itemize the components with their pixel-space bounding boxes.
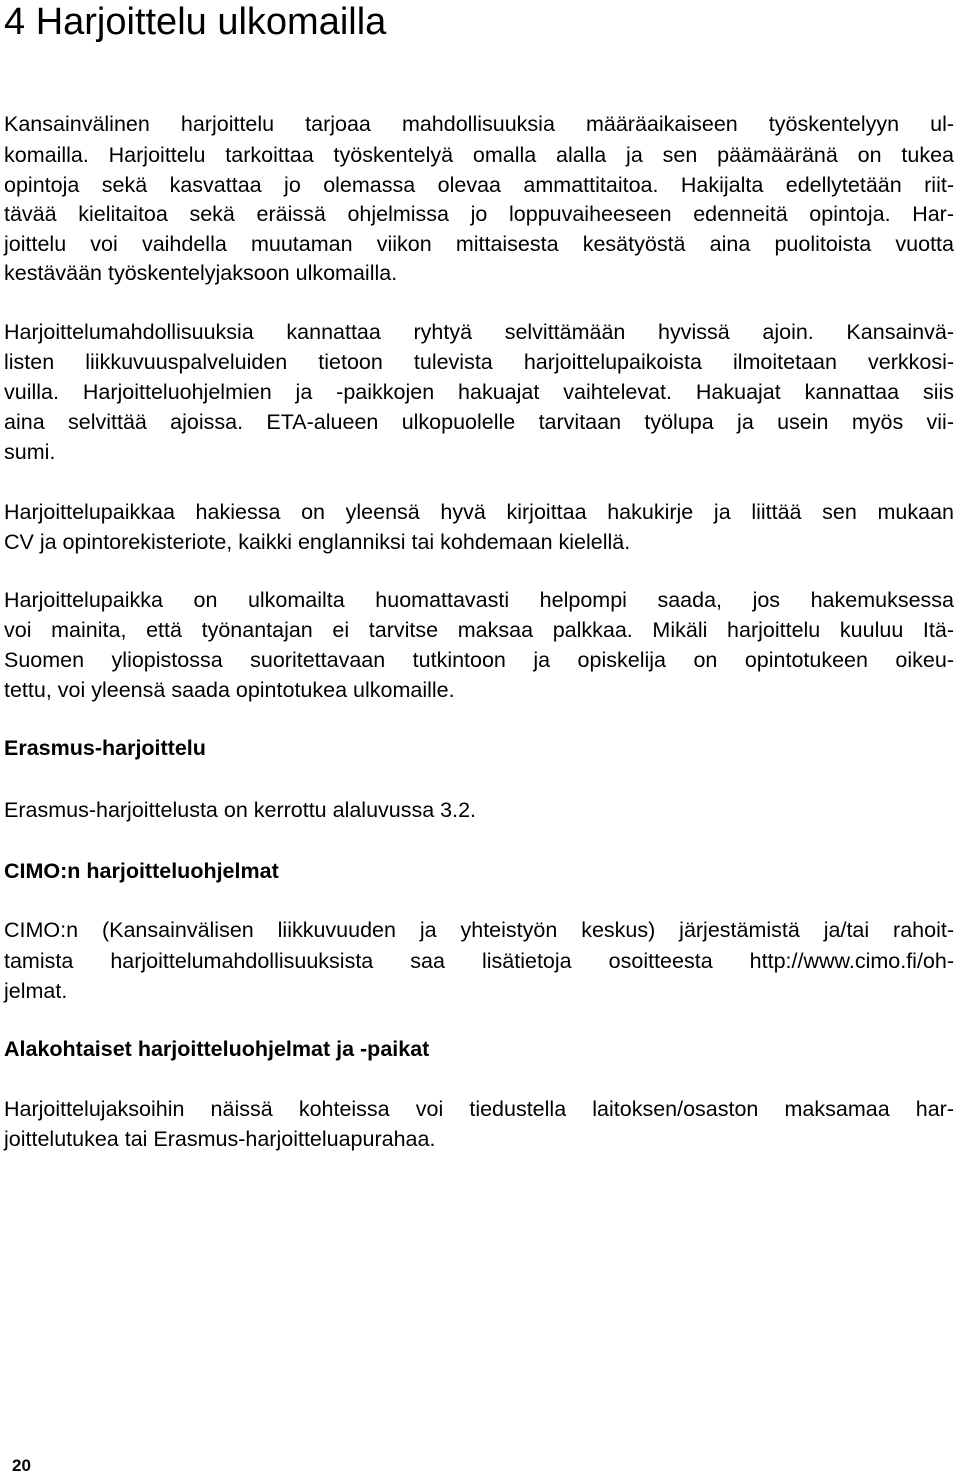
paragraph-line: voi mainita, että työnantajan ei tarvitse maksaa palkkaa. Mikäli harjoittelu kuuluu Itä- [4, 618, 954, 642]
paragraph-line: joittelu voi vaihdella muutaman viikon mittaisesta kesätyöstä aina puolitoista vuotta [4, 232, 954, 256]
paragraph-line: listen liikkuvuuspalveluiden tietoon tulevista harjoittelupaikoista ilmoitetaan verkkosi- [4, 350, 954, 374]
section-text-line: joittelutukea tai Erasmus-harjoitteluapurahaa. [4, 1127, 436, 1151]
paragraph-line: opintoja sekä kasvattaa jo olemassa olevaa ammattitaitoa. Hakijalta edellytetään riit- [4, 173, 954, 197]
paragraph-line: sumi. [4, 440, 56, 464]
section-heading-cimo: CIMO:n harjoitteluohjelmat [4, 859, 279, 883]
paragraph-line: tettu, voi yleensä saada opintotukea ulkomaille. [4, 678, 455, 702]
paragraph-line: Harjoittelupaikkaa hakiessa on yleensä hyvä kirjoittaa hakukirje ja liittää sen mukaan [4, 500, 954, 524]
paragraph-line: komailla. Harjoittelu tarkoittaa työskentelyä omalla alalla ja sen päämääränä on tukea [4, 143, 954, 167]
section-heading-erasmus: Erasmus-harjoittelu [4, 736, 206, 760]
paragraph-line: CV ja opintorekisteriote, kaikki englanniksi tai kohdemaan kielellä. [4, 530, 631, 554]
paragraph-line: Harjoittelupaikka on ulkomailta huomattavasti helpompi saada, jos hakemuksessa [4, 588, 954, 612]
section-text-line: tamista harjoittelumahdollisuuksista saa lisätietoja osoitteesta http://www.cimo.fi/oh- [4, 949, 954, 973]
paragraph-line: Kansainvälinen harjoittelu tarjoaa mahdollisuuksia määräaikaiseen työskentelyyn ul- [4, 112, 954, 136]
section-heading-field-specific: Alakohtaiset harjoitteluohjelmat ja -paikat [4, 1037, 430, 1061]
paragraph-line: tävää kielitaitoa sekä eräissä ohjelmissa jo loppuvaiheeseen edenneitä opintoja. Har- [4, 202, 954, 226]
section-text-line: Harjoittelujaksoihin näissä kohteissa voi tiedustella laitoksen/osaston maksamaa har- [4, 1097, 954, 1121]
section-text-line: CIMO:n (Kansainvälisen liikkuvuuden ja yhteistyön keskus) järjestämistä ja/tai rahoit- [4, 918, 954, 942]
paragraph-line: kestävään työskentelyjaksoon ulkomailla. [4, 261, 398, 285]
paragraph-line: aina selvittää ajoissa. ETA-alueen ulkopuolelle tarvitaan työlupa ja usein myös vii- [4, 410, 954, 434]
chapter-title: 4 Harjoittelu ulkomailla [4, 1, 387, 43]
page-number: 20 [12, 1456, 31, 1475]
section-text-line: jelmat. [4, 979, 68, 1003]
paragraph-line: Suomen yliopistossa suoritettavaan tutkintoon ja opiskelija on opintotukeen oikeu- [4, 648, 954, 672]
paragraph-line: Harjoittelumahdollisuuksia kannattaa ryhtyä selvittämään hyvissä ajoin. Kansainvä- [4, 320, 954, 344]
paragraph-line: vuilla. Harjoitteluohjelmien ja -paikkojen hakuajat vaihtelevat. Hakuajat kannattaa siis [4, 380, 954, 404]
section-text-line: Erasmus-harjoittelusta on kerrottu alaluvussa 3.2. [4, 798, 477, 822]
